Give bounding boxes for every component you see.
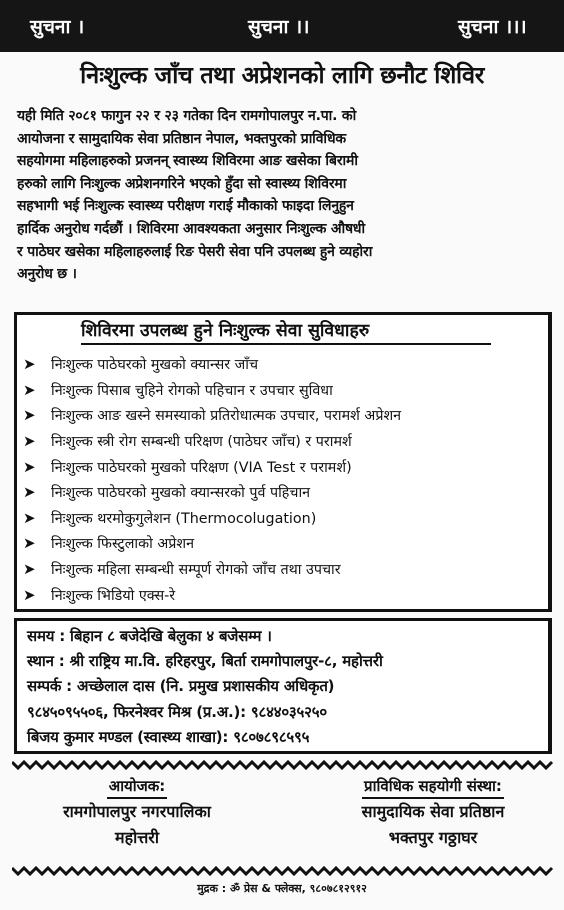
service-item-text: निःशुल्क आङ खस्ने समस्याको प्रतिरोधात्मक उपचार, परामर्श अप्रेशन <box>51 408 402 425</box>
notice-label-1: सुचना । <box>30 16 85 38</box>
intro-line: सहयोगमा महिलाहरुको प्रजनन् स्वास्थ्य शिविरमा आङ खसेका बिरामी <box>17 153 358 170</box>
organizer-label: आयोजक: <box>107 776 168 799</box>
service-item-text: निःशुल्क फिस्टुलाको अप्रेशन <box>51 536 195 553</box>
notice-banner <box>0 0 564 52</box>
service-item-text: निःशुल्क महिला सम्बन्धी सम्पूर्ण रोगको जाँच तथा उपचार <box>51 562 341 579</box>
services-heading-underline <box>81 343 491 345</box>
technical-partner-name: सामुदायिक सेवा प्रतिष्ठान <box>361 802 505 821</box>
arrow-bullet-icon: ➤ <box>23 508 36 527</box>
arrow-bullet-icon: ➤ <box>23 534 36 553</box>
list-item <box>23 480 401 506</box>
intro-line: हार्दिक अनुरोध गर्दछौं । शिविरमा आवश्यकता अनुसार निःशुल्क औषधी <box>17 220 365 237</box>
event-place: स्थान : श्री राष्ट्रिय मा.वि. हरिहरपुर, बिर्ता रामगोपालपुर-८, महोत्तरी <box>27 652 383 671</box>
intro-line: हरुको लागि निःशुल्क अप्रेशनगरिने भएको हुँदा सो स्वास्थ्य शिविरमा <box>17 175 347 192</box>
notice-label-3: सुचना ।।। <box>458 16 527 38</box>
list-item <box>23 378 401 404</box>
service-item-text: निःशुल्क स्त्री रोग सम्बन्धी परिक्षण (पाठेघर जाँच) र परामर्श <box>51 434 352 451</box>
technical-partner-place: भक्तपुर गठ्ठाघर <box>388 828 478 847</box>
list-item <box>23 531 401 557</box>
arrow-bullet-icon: ➤ <box>23 406 36 425</box>
poster-title: निःशुल्क जाँच तथा अप्रेशनको लागि छनौट शिविर <box>80 61 484 89</box>
service-item-text: निःशुल्क पाठेघरको मुखको क्यान्सर जाँच <box>51 357 259 374</box>
list-item <box>23 429 401 455</box>
technical-partner-block <box>318 776 548 851</box>
organizer-name: रामगोपालपुर नगरपालिका <box>63 802 211 821</box>
arrow-bullet-icon: ➤ <box>23 560 36 579</box>
service-item-text: निःशुल्क पिसाब चुहिने रोगको पहिचान र उपचार सुविधा <box>51 382 333 399</box>
intro-paragraph <box>17 105 552 286</box>
service-item-text: निःशुल्क पाठेघरको मुखको परिक्षण (VIA Test र परामर्श) <box>51 459 352 476</box>
services-list <box>23 352 401 608</box>
intro-line: यही मिति २०८१ फागुन २२ र २३ गतेका दिन रामगोपालपुर न.पा. को <box>17 108 357 124</box>
arrow-bullet-icon: ➤ <box>23 432 36 451</box>
event-info-box <box>14 618 552 754</box>
arrow-bullet-icon: ➤ <box>23 457 36 476</box>
list-item <box>23 582 401 608</box>
intro-line: अनुरोध छ । <box>17 266 77 283</box>
service-item-text: निःशुल्क थरमोकुगुलेशन (Thermocolugation) <box>51 510 317 527</box>
service-item-text: निःशुल्क भिडियो एक्स-रे <box>51 587 176 604</box>
notice-label-2: सुचना ।। <box>248 16 310 38</box>
service-item-text: निःशुल्क पाठेघरको मुखको क्यान्सरको पुर्व पहिचान <box>51 485 311 502</box>
arrow-bullet-icon: ➤ <box>23 585 36 604</box>
intro-line: र पाठेघर खसेका महिलाहरुलाई रिङ पेसरी सेवा पनि उपलब्ध हुने व्यहोरा <box>17 243 373 260</box>
zigzag-divider-top <box>12 760 554 770</box>
services-heading: शिविरमा उपलब्ध हुने निःशुल्क सेवा सुविधाहरु <box>81 321 370 341</box>
arrow-bullet-icon: ➤ <box>23 380 36 399</box>
event-contact: सम्पर्क : अच्छेलाल दास (नि. प्रमुख प्रशासकीय अधिकृत) <box>27 677 335 696</box>
intro-line: सहभागी भई निःशुल्क स्वास्थ्य परीक्षण गराई मौकाको फाइदा लिनुहुन <box>17 198 354 215</box>
sponsors-section <box>0 776 564 866</box>
printer-credit: मुद्रक : ॐ प्रेस & फ्लेक्स, ९८०७८१२९१२ <box>197 882 367 895</box>
arrow-bullet-icon: ➤ <box>23 355 36 374</box>
technical-partner-label: प्राविधिक सहयोगी संस्था: <box>362 776 504 799</box>
organizer-place: महोत्तरी <box>115 828 159 847</box>
organizer-block <box>22 776 252 851</box>
event-contact-phones: ९८४५०९५५०६, फिरनेश्वर मिश्र (प्र.अ.): ९८४४०३५२५० <box>27 702 327 721</box>
list-item <box>23 454 401 480</box>
list-item <box>23 352 401 378</box>
event-time: समय : बिहान ८ बजेदेखि बेलुका ४ बजेसम्म । <box>27 627 272 645</box>
event-contact-health: बिजय कुमार मण्डल (स्वास्थ्य शाखा): ९८०७८९८५९५ <box>27 727 310 746</box>
arrow-bullet-icon: ➤ <box>23 483 36 502</box>
intro-line: आयोजना र सामुदायिक सेवा प्रतिष्ठान नेपाल, भक्तपुरको प्राविधिक <box>17 130 346 147</box>
zigzag-divider-bottom <box>12 866 554 876</box>
services-box <box>14 312 552 612</box>
list-item <box>23 557 401 583</box>
list-item <box>23 403 401 429</box>
list-item <box>23 506 401 532</box>
